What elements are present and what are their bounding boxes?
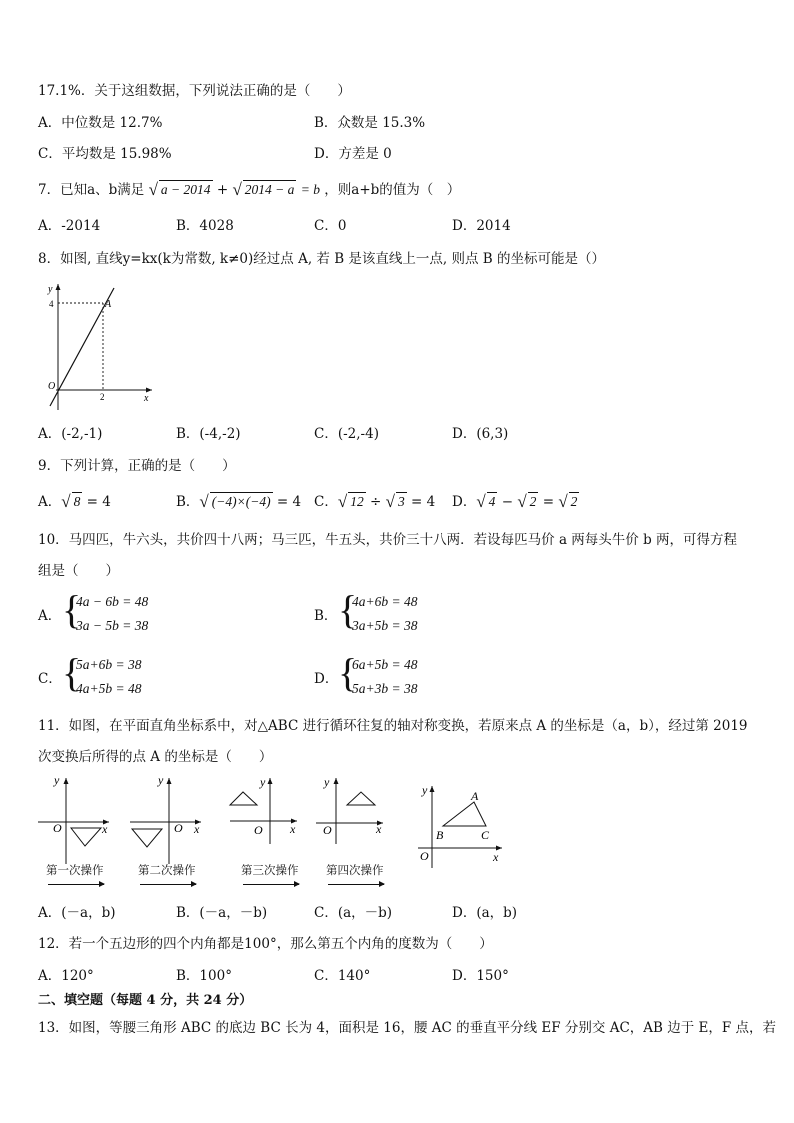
- q8-option-b: B．(-4,-2): [176, 426, 241, 442]
- equation-1: 4a − 6b = 48: [76, 594, 149, 609]
- q13-stem: 13．如图，等腰三角形 ABC 的底边 BC 长为 4，面积是 16，腰 AC 的垂直平分线 EF 分别交 AC，AB 边于 E，F 点，若: [38, 1020, 777, 1036]
- radical-sign: √: [232, 180, 242, 199]
- q11-line1: 11．如图，在平面直角坐标系中，对△ABC 进行循环往复的轴对称变换，若原来点 A 的坐标是（a，b），经过第 2019: [38, 718, 748, 734]
- triangle: [71, 828, 101, 846]
- y-axis-arrow-icon: [268, 778, 273, 784]
- operation-4-arrow-icon: [328, 884, 384, 885]
- q7-stem: [38, 180, 460, 199]
- operator: −: [497, 494, 518, 510]
- radicand: 12: [350, 494, 364, 509]
- q12-option-c: C．140°: [314, 968, 371, 984]
- q11-figures: [34, 772, 514, 868]
- q6-option-d: D．方差是 0: [314, 146, 392, 162]
- point-a-label: A: [105, 299, 112, 310]
- radicand: (−4)×(−4): [211, 494, 271, 509]
- q7-radicand-2: 2014 − a: [244, 182, 295, 197]
- x-axis-label: x: [194, 822, 200, 836]
- q6-stem: 17.1%．关于这组数据，下列说法正确的是（ ）: [38, 83, 351, 99]
- q9-option-d: [452, 492, 579, 511]
- q9-option-c: [314, 492, 435, 511]
- radical-sign: √: [385, 492, 395, 511]
- q12-option-b: B．100°: [176, 968, 232, 984]
- q10-option-a-label: A．: [38, 608, 62, 624]
- q7-radicand-1: a − 2014: [160, 182, 211, 197]
- brace: {: [62, 650, 82, 695]
- q10-option-d-system: [338, 650, 458, 701]
- y-axis-label: y: [48, 284, 53, 295]
- q9-option-a: [38, 492, 111, 511]
- origin-label: O: [323, 823, 332, 837]
- q6-option-c: C．平均数是 15.98%: [38, 146, 172, 162]
- y-axis-label: y: [422, 783, 428, 797]
- equation-2: 3a+5b = 38: [352, 618, 418, 633]
- radical-sign: √: [558, 492, 568, 511]
- y-axis-label: y: [54, 773, 60, 787]
- y-axis-label: y: [324, 775, 330, 789]
- y-axis-arrow-icon: [56, 284, 61, 290]
- option-rest: = 4: [272, 494, 302, 510]
- origin-label: O: [53, 821, 62, 835]
- q7-option-a: A．-2014: [38, 218, 101, 234]
- q8-option-d: D．(6,3): [452, 426, 509, 442]
- y-axis-label: y: [158, 773, 164, 787]
- x-axis-label: x: [290, 822, 296, 836]
- y-tick-label: 4: [49, 299, 54, 309]
- q6-option-b: B．众数是 15.3%: [314, 115, 426, 131]
- x-axis-label: x: [376, 822, 382, 836]
- y-axis-arrow-icon: [64, 778, 69, 784]
- q12-stem: 12．若一个五边形的四个内角都是100°，那么第五个内角的度数为（ ）: [38, 936, 493, 952]
- origin-label: O: [174, 821, 183, 835]
- equation-2: 3a − 5b = 38: [76, 618, 149, 633]
- figure-step-3: [230, 775, 297, 844]
- q10-option-a-system: [62, 587, 182, 638]
- q10-option-b-system: [338, 587, 458, 638]
- q10-line2: 组是（ ）: [38, 563, 119, 579]
- q9-option-b: [176, 492, 301, 511]
- q10-option-c-label: C．: [38, 671, 62, 687]
- q6-option-a: A．中位数是 12.7%: [38, 115, 163, 131]
- x-axis-label: x: [102, 822, 108, 836]
- radicand: 2: [529, 494, 537, 509]
- brace: {: [338, 650, 358, 695]
- q7-option-d: D．2014: [452, 218, 511, 234]
- q10-option-b-label: B．: [314, 608, 338, 624]
- q12-option-a: A．120°: [38, 968, 94, 984]
- vertex-a-label: A: [471, 789, 479, 803]
- vertex-c-label: C: [481, 828, 490, 842]
- equation-1: 4a+6b = 48: [352, 594, 418, 609]
- radical-sign: √: [517, 492, 527, 511]
- option-label: A．: [38, 494, 62, 510]
- figure-step-2: [130, 773, 201, 864]
- x-axis-arrow-icon: [146, 388, 152, 393]
- q11-option-d: D．(a，b): [452, 905, 518, 921]
- equation-1: 6a+5b = 48: [352, 657, 418, 672]
- radical-sign: √: [337, 492, 348, 511]
- operation-2-arrow-icon: [140, 884, 196, 885]
- y-axis-label: y: [260, 775, 266, 789]
- q11-option-a: A．(－a，b): [38, 905, 116, 921]
- q10-option-c-system: [62, 650, 182, 701]
- q12-option-d: D．150°: [452, 968, 509, 984]
- radicand: 8: [73, 494, 81, 509]
- operation-3-label: 第三次操作: [241, 863, 299, 877]
- triangle-abc: [443, 802, 486, 826]
- q11-line2: 次变换后所得的点 A 的坐标是（ ）: [38, 749, 273, 765]
- q11-option-c: C．(a，－b): [314, 905, 393, 921]
- q8-stem: 8．如图, 直线y=kx(k为常数, k≠0)经过点 A, 若 B 是该直线上一点, 则点 B 的坐标可能是（）: [38, 251, 605, 267]
- q7-suffix: ，则a+b的值为（ ）: [324, 182, 461, 198]
- operator: ÷: [365, 494, 386, 510]
- option-label: C．: [314, 494, 338, 510]
- y-axis-arrow-icon: [430, 786, 435, 792]
- section-heading: 二、填空题（每题 4 分，共 24 分）: [38, 993, 253, 1008]
- q7-eq: = b: [300, 182, 320, 197]
- figure-step-1: [38, 773, 109, 864]
- x-tick-label: 2: [100, 392, 105, 402]
- triangle: [347, 792, 375, 805]
- q11-option-b: B．(－a，－b): [176, 905, 268, 921]
- equation-1: 5a+6b = 38: [76, 657, 142, 672]
- q8-graph: [34, 278, 164, 412]
- operation-2-label: 第二次操作: [138, 863, 196, 877]
- figure-original: [418, 783, 502, 868]
- triangle: [132, 829, 162, 847]
- q10-option-d-label: D．: [314, 671, 339, 687]
- q7-option-b: B．4028: [176, 218, 234, 234]
- radicand: 2: [570, 494, 578, 509]
- option-rest: = 4: [406, 494, 436, 510]
- operation-4-label: 第四次操作: [326, 863, 384, 877]
- option-rest: = 4: [82, 494, 111, 510]
- operation-1-arrow-icon: [48, 884, 104, 885]
- equation-2: 4a+5b = 48: [76, 681, 142, 696]
- brace: {: [62, 587, 82, 632]
- figure-step-4: [316, 775, 383, 844]
- vertex-b-label: B: [436, 828, 444, 842]
- origin-label: O: [48, 381, 56, 392]
- q8-option-a: A．(-2,-1): [38, 426, 103, 442]
- x-axis-label: x: [493, 850, 499, 864]
- q10-line1: 10．马四匹，牛六头，共价四十八两；马三匹，牛五头，共价三十八两．若设每匹马价 a 两每头牛价 b 两，可得方程: [38, 532, 738, 548]
- q9-stem: 9．下列计算，正确的是（ ）: [38, 458, 236, 474]
- triangle: [230, 792, 257, 805]
- y-axis-arrow-icon: [334, 778, 339, 784]
- origin-label: O: [254, 823, 263, 837]
- radical-sign: √: [476, 492, 486, 511]
- equation-2: 5a+3b = 38: [352, 681, 418, 696]
- q8-option-c: C．(-2,-4): [314, 426, 379, 442]
- operation-3-arrow-icon: [243, 884, 299, 885]
- radicand: 3: [397, 494, 405, 509]
- brace: {: [338, 587, 358, 632]
- q7-plus: +: [216, 182, 229, 198]
- origin-label: O: [420, 849, 429, 863]
- q7-prefix: 7．已知a、b满足: [38, 182, 145, 198]
- radical-sign: √: [148, 180, 158, 199]
- x-axis-label: x: [144, 393, 149, 404]
- y-axis-arrow-icon: [167, 778, 172, 784]
- q7-option-c: C．0: [314, 218, 347, 234]
- radical-sign: √: [61, 492, 71, 511]
- option-label: B．: [176, 494, 200, 510]
- operation-1-label: 第一次操作: [46, 863, 104, 877]
- option-label: D．: [452, 494, 477, 510]
- radical-sign: √: [199, 492, 209, 511]
- radicand: 4: [488, 494, 496, 509]
- operator: =: [538, 494, 559, 510]
